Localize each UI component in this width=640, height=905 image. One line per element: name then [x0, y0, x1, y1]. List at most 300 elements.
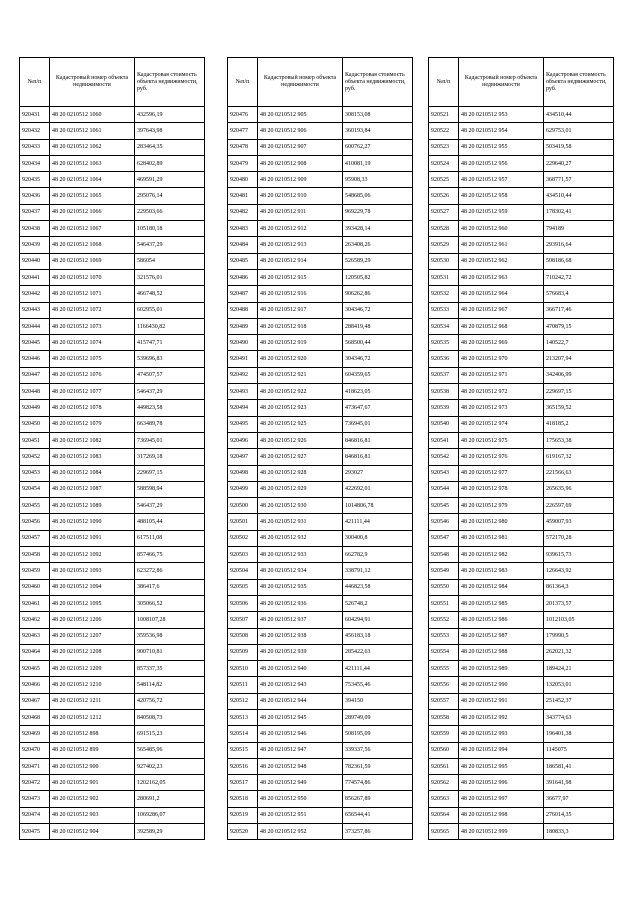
cell-row-number: 920447	[20, 367, 50, 383]
cell-cadastral-value: 213207,94	[544, 351, 614, 367]
cell-row-number: 920453	[20, 465, 50, 481]
cell-cadastral-number: 48 20 0210512 1064	[50, 172, 135, 188]
cell-cadastral-value: 432596,19	[135, 107, 205, 123]
cell-row-number: 920533	[429, 302, 459, 318]
cell-cadastral-value: 295076,14	[135, 188, 205, 204]
cell-row-number: 920504	[228, 563, 258, 579]
cell-cadastral-value: 251452,37	[544, 693, 614, 709]
cell-cadastral-number: 48 20 0210512 921	[258, 367, 343, 383]
table-row	[429, 481, 614, 497]
cell-row-number: 920484	[228, 237, 258, 253]
table-row	[228, 432, 413, 448]
cell-cadastral-value: 568500,44	[343, 335, 413, 351]
table-row	[20, 155, 205, 171]
cell-cadastral-number: 48 20 0210512 964	[459, 286, 544, 302]
cell-cadastral-value: 753455,46	[343, 677, 413, 693]
table-row	[228, 400, 413, 416]
cell-cadastral-value: 305066,52	[135, 595, 205, 611]
table-row	[20, 416, 205, 432]
cell-row-number: 920470	[20, 742, 50, 758]
cell-row-number: 920438	[20, 221, 50, 237]
cell-cadastral-value: 293916,64	[544, 237, 614, 253]
cell-cadastral-value: 393428,14	[343, 221, 413, 237]
cell-cadastral-number: 48 20 0210512 916	[258, 286, 343, 302]
cell-row-number: 920439	[20, 237, 50, 253]
cell-cadastral-number: 48 20 0210512 947	[258, 742, 343, 758]
table-row	[228, 253, 413, 269]
cell-row-number: 920481	[228, 188, 258, 204]
cell-row-number: 920465	[20, 661, 50, 677]
cell-cadastral-value: 526589,29	[343, 253, 413, 269]
cell-row-number: 920512	[228, 693, 258, 709]
cell-cadastral-number: 48 20 0210512 928	[258, 465, 343, 481]
table-row	[228, 807, 413, 823]
cell-cadastral-value: 391641,98	[544, 775, 614, 791]
table-row	[20, 335, 205, 351]
table-row	[20, 661, 205, 677]
cell-cadastral-number: 48 20 0210512 917	[258, 302, 343, 318]
cell-cadastral-number: 48 20 0210512 1071	[50, 286, 135, 302]
cell-cadastral-number: 48 20 0210512 1082	[50, 432, 135, 448]
cell-cadastral-number: 48 20 0210512 905	[258, 107, 343, 123]
cell-cadastral-number: 48 20 0210512 927	[258, 449, 343, 465]
cell-cadastral-number: 48 20 0210512 898	[50, 726, 135, 742]
table-row	[228, 335, 413, 351]
cell-cadastral-number: 48 20 0210512 1065	[50, 188, 135, 204]
table-row	[429, 742, 614, 758]
table-row	[228, 286, 413, 302]
cell-cadastral-value: 782361,59	[343, 758, 413, 774]
header-cadastral-number: Кадастровый номер объекта недвижимости	[459, 58, 544, 107]
cell-cadastral-number: 48 20 0210512 952	[258, 824, 343, 840]
cell-cadastral-value: 397643,98	[135, 123, 205, 139]
cell-cadastral-number: 48 20 0210512 956	[459, 155, 544, 171]
table-row	[429, 172, 614, 188]
table-row	[429, 449, 614, 465]
table-row	[429, 498, 614, 514]
cell-cadastral-number: 48 20 0210512 932	[258, 530, 343, 546]
cell-cadastral-number: 48 20 0210512 991	[459, 693, 544, 709]
cell-cadastral-number: 48 20 0210512 1211	[50, 693, 135, 709]
cell-cadastral-number: 48 20 0210512 1072	[50, 302, 135, 318]
table-row	[228, 221, 413, 237]
cell-row-number: 920553	[429, 628, 459, 644]
cell-row-number: 920528	[429, 221, 459, 237]
cell-row-number: 920507	[228, 612, 258, 628]
cell-cadastral-number: 48 20 0210512 995	[459, 758, 544, 774]
cell-cadastral-number: 48 20 0210512 948	[258, 758, 343, 774]
table-row	[429, 563, 614, 579]
cell-cadastral-value: 656544,41	[343, 807, 413, 823]
table-row	[20, 188, 205, 204]
table-row	[429, 530, 614, 546]
table-row	[20, 139, 205, 155]
cell-cadastral-number: 48 20 0210512 981	[459, 530, 544, 546]
cell-cadastral-number: 48 20 0210512 992	[459, 709, 544, 725]
cell-row-number: 920502	[228, 530, 258, 546]
cell-cadastral-number: 48 20 0210512 1068	[50, 237, 135, 253]
cell-cadastral-number: 48 20 0210512 984	[459, 579, 544, 595]
cell-row-number: 920529	[429, 237, 459, 253]
cell-row-number: 920469	[20, 726, 50, 742]
cell-cadastral-value: 623272,86	[135, 563, 205, 579]
cell-row-number: 920493	[228, 384, 258, 400]
cell-row-number: 920448	[20, 384, 50, 400]
cell-cadastral-value: 572170,28	[544, 530, 614, 546]
cell-cadastral-value: 422692,01	[343, 481, 413, 497]
cell-cadastral-number: 48 20 0210512 929	[258, 481, 343, 497]
cell-cadastral-value: 229697,15	[135, 465, 205, 481]
cell-cadastral-value: 546437,29	[135, 498, 205, 514]
table-row	[20, 530, 205, 546]
table-row	[429, 302, 614, 318]
table-row	[429, 335, 614, 351]
table-row	[20, 498, 205, 514]
cell-row-number: 920559	[429, 726, 459, 742]
cell-cadastral-value: 539696,83	[135, 351, 205, 367]
cell-cadastral-number: 48 20 0210512 930	[258, 498, 343, 514]
cell-cadastral-value: 342406,99	[544, 367, 614, 383]
cell-row-number: 920508	[228, 628, 258, 644]
cell-cadastral-value: 473647,67	[343, 400, 413, 416]
cell-cadastral-value: 617511,08	[135, 530, 205, 546]
cell-row-number: 920516	[228, 758, 258, 774]
table-row	[429, 416, 614, 432]
cell-cadastral-value: 629753,01	[544, 123, 614, 139]
cell-cadastral-value: 586054	[135, 253, 205, 269]
cell-cadastral-number: 48 20 0210512 902	[50, 791, 135, 807]
cell-row-number: 920501	[228, 514, 258, 530]
table-row	[228, 563, 413, 579]
cell-cadastral-value: 229503,66	[135, 204, 205, 220]
cell-cadastral-value: 338791,12	[343, 563, 413, 579]
cell-cadastral-number: 48 20 0210512 903	[50, 807, 135, 823]
cell-cadastral-number: 48 20 0210512 985	[459, 595, 544, 611]
cell-row-number: 920450	[20, 416, 50, 432]
cell-row-number: 920532	[429, 286, 459, 302]
cell-row-number: 920514	[228, 726, 258, 742]
cell-cadastral-number: 48 20 0210512 990	[459, 677, 544, 693]
cell-cadastral-value: 1145075	[544, 742, 614, 758]
table-row	[228, 155, 413, 171]
cell-row-number: 920547	[429, 530, 459, 546]
cell-cadastral-value: 178302,41	[544, 204, 614, 220]
table-row	[20, 400, 205, 416]
cell-cadastral-number: 48 20 0210512 1073	[50, 318, 135, 334]
cell-cadastral-value: 189424,21	[544, 661, 614, 677]
cell-cadastral-number: 48 20 0210512 904	[50, 824, 135, 840]
cell-row-number: 920541	[429, 432, 459, 448]
cell-cadastral-number: 48 20 0210512 988	[459, 644, 544, 660]
cell-row-number: 920460	[20, 579, 50, 595]
header-number: №п/п	[429, 58, 459, 107]
cell-cadastral-number: 48 20 0210512 934	[258, 563, 343, 579]
cell-cadastral-value: 186581,41	[544, 758, 614, 774]
cell-row-number: 920561	[429, 758, 459, 774]
cell-cadastral-number: 48 20 0210512 1083	[50, 449, 135, 465]
cell-cadastral-number: 48 20 0210512 979	[459, 498, 544, 514]
cell-cadastral-number: 48 20 0210512 1074	[50, 335, 135, 351]
cell-cadastral-value: 546437,29	[135, 384, 205, 400]
cell-row-number: 920457	[20, 530, 50, 546]
table-row	[228, 302, 413, 318]
table-row	[429, 612, 614, 628]
cell-cadastral-number: 48 20 0210512 1070	[50, 269, 135, 285]
table-row	[20, 807, 205, 823]
cell-cadastral-value: 339337,56	[343, 742, 413, 758]
cell-row-number: 920557	[429, 693, 459, 709]
cell-cadastral-value: 459007,93	[544, 514, 614, 530]
cell-cadastral-number: 48 20 0210512 986	[459, 612, 544, 628]
cell-row-number: 920562	[429, 775, 459, 791]
table-row	[228, 758, 413, 774]
table-row	[20, 693, 205, 709]
cell-row-number: 920563	[429, 791, 459, 807]
table-row	[228, 514, 413, 530]
table-body	[20, 107, 205, 840]
cell-cadastral-number: 48 20 0210512 944	[258, 693, 343, 709]
cell-cadastral-number: 48 20 0210512 920	[258, 351, 343, 367]
table-row	[20, 449, 205, 465]
cell-row-number: 920454	[20, 481, 50, 497]
cell-cadastral-value: 132053,01	[544, 677, 614, 693]
cell-cadastral-value: 565485,96	[135, 742, 205, 758]
cell-cadastral-value: 604359,65	[343, 367, 413, 383]
table-row	[20, 221, 205, 237]
cell-cadastral-number: 48 20 0210512 983	[459, 563, 544, 579]
cell-row-number: 920486	[228, 269, 258, 285]
cell-cadastral-value: 386417,6	[135, 579, 205, 595]
cell-cadastral-value: 662782,9	[343, 547, 413, 563]
cell-cadastral-number: 48 20 0210512 931	[258, 514, 343, 530]
table-row	[20, 775, 205, 791]
table-header-row	[20, 58, 205, 107]
cell-row-number: 920510	[228, 661, 258, 677]
cell-row-number: 920527	[429, 204, 459, 220]
cell-row-number: 920503	[228, 547, 258, 563]
cell-cadastral-number: 48 20 0210512 1060	[50, 107, 135, 123]
table-row	[228, 644, 413, 660]
cell-cadastral-value: 969229,78	[343, 204, 413, 220]
table-row	[429, 139, 614, 155]
cell-cadastral-value: 508186,68	[544, 253, 614, 269]
cell-cadastral-value: 434510,44	[544, 107, 614, 123]
cell-cadastral-value: 456183,18	[343, 628, 413, 644]
cell-cadastral-value: 126643,92	[544, 563, 614, 579]
cell-cadastral-number: 48 20 0210512 976	[459, 449, 544, 465]
cell-cadastral-number: 48 20 0210512 987	[459, 628, 544, 644]
cell-cadastral-number: 48 20 0210512 912	[258, 221, 343, 237]
table-body	[228, 107, 413, 840]
cell-cadastral-value: 293027	[343, 465, 413, 481]
cell-cadastral-number: 48 20 0210512 1092	[50, 547, 135, 563]
cell-cadastral-number: 48 20 0210512 960	[459, 221, 544, 237]
cell-cadastral-number: 48 20 0210512 1062	[50, 139, 135, 155]
cell-row-number: 920432	[20, 123, 50, 139]
cell-row-number: 920488	[228, 302, 258, 318]
cell-row-number: 920548	[429, 547, 459, 563]
cell-row-number: 920492	[228, 367, 258, 383]
cell-cadastral-number: 48 20 0210512 913	[258, 237, 343, 253]
table-row	[429, 791, 614, 807]
table-row	[429, 709, 614, 725]
cell-cadastral-value: 221566,63	[544, 465, 614, 481]
cell-cadastral-value: 394150	[343, 693, 413, 709]
cell-cadastral-number: 48 20 0210512 939	[258, 644, 343, 660]
cell-cadastral-value: 360193,84	[343, 123, 413, 139]
table-body	[429, 107, 614, 840]
table-row	[20, 824, 205, 840]
cell-cadastral-value: 179990,5	[544, 628, 614, 644]
cell-cadastral-number: 48 20 0210512 994	[459, 742, 544, 758]
cell-cadastral-number: 48 20 0210512 950	[258, 791, 343, 807]
table-row	[20, 253, 205, 269]
cell-cadastral-number: 48 20 0210512 998	[459, 807, 544, 823]
cell-row-number: 920531	[429, 269, 459, 285]
cell-row-number: 920440	[20, 253, 50, 269]
table-row	[429, 775, 614, 791]
cell-row-number: 920471	[20, 758, 50, 774]
cell-cadastral-value: 201373,57	[544, 595, 614, 611]
cell-row-number: 920513	[228, 709, 258, 725]
cell-cadastral-value: 36677,97	[544, 791, 614, 807]
cell-row-number: 920564	[429, 807, 459, 823]
cell-cadastral-number: 48 20 0210512 953	[459, 107, 544, 123]
table-row	[228, 416, 413, 432]
cell-cadastral-number: 48 20 0210512 973	[459, 400, 544, 416]
table-row	[228, 204, 413, 220]
cell-cadastral-number: 48 20 0210512 911	[258, 204, 343, 220]
cell-row-number: 920555	[429, 661, 459, 677]
cell-cadastral-number: 48 20 0210512 937	[258, 612, 343, 628]
cell-cadastral-number: 48 20 0210512 900	[50, 758, 135, 774]
cell-row-number: 920517	[228, 775, 258, 791]
table-row	[20, 286, 205, 302]
cell-cadastral-value: 410081,19	[343, 155, 413, 171]
cell-cadastral-number: 48 20 0210512 951	[258, 807, 343, 823]
table-row	[228, 465, 413, 481]
cell-row-number: 920556	[429, 677, 459, 693]
cell-cadastral-number: 48 20 0210512 925	[258, 416, 343, 432]
cell-cadastral-value: 280691,2	[135, 791, 205, 807]
cell-row-number: 920462	[20, 612, 50, 628]
cell-row-number: 920431	[20, 107, 50, 123]
cell-cadastral-number: 48 20 0210512 1206	[50, 612, 135, 628]
cell-cadastral-value: 691515,23	[135, 726, 205, 742]
cell-cadastral-value: 939615,73	[544, 547, 614, 563]
cell-cadastral-value: 120505,82	[343, 269, 413, 285]
cell-cadastral-number: 48 20 0210512 978	[459, 481, 544, 497]
cell-cadastral-number: 48 20 0210512 908	[258, 155, 343, 171]
cell-cadastral-number: 48 20 0210512 1079	[50, 416, 135, 432]
cell-cadastral-value: 861364,3	[544, 579, 614, 595]
cell-cadastral-value: 365159,52	[544, 400, 614, 416]
table-row	[429, 286, 614, 302]
cell-cadastral-number: 48 20 0210512 975	[459, 432, 544, 448]
table-row	[20, 432, 205, 448]
table-row	[20, 547, 205, 563]
table-row	[20, 628, 205, 644]
cell-row-number: 920458	[20, 547, 50, 563]
table-row	[228, 791, 413, 807]
table-row	[429, 514, 614, 530]
table-row	[20, 384, 205, 400]
cell-cadastral-number: 48 20 0210512 1066	[50, 204, 135, 220]
cell-cadastral-value: 503419,58	[544, 139, 614, 155]
cell-row-number: 920521	[429, 107, 459, 123]
cell-cadastral-number: 48 20 0210512 1078	[50, 400, 135, 416]
cell-row-number: 920500	[228, 498, 258, 514]
cell-cadastral-value: 449823,58	[135, 400, 205, 416]
table-row	[20, 579, 205, 595]
cell-cadastral-value: 263408,26	[343, 237, 413, 253]
table-row	[429, 579, 614, 595]
table-header-row	[228, 58, 413, 107]
cell-row-number: 920443	[20, 302, 50, 318]
cell-cadastral-number: 48 20 0210512 923	[258, 400, 343, 416]
cell-row-number: 920509	[228, 644, 258, 660]
cell-cadastral-number: 48 20 0210512 993	[459, 726, 544, 742]
table-row	[20, 204, 205, 220]
cell-cadastral-value: 285422,63	[343, 644, 413, 660]
cell-row-number: 920477	[228, 123, 258, 139]
cell-cadastral-number: 48 20 0210512 926	[258, 432, 343, 448]
cell-row-number: 920534	[429, 318, 459, 334]
cell-row-number: 920524	[429, 155, 459, 171]
cell-cadastral-value: 420756,72	[135, 693, 205, 709]
cell-cadastral-number: 48 20 0210512 997	[459, 791, 544, 807]
table-row	[429, 400, 614, 416]
cell-row-number: 920468	[20, 709, 50, 725]
cell-row-number: 920435	[20, 172, 50, 188]
cell-cadastral-number: 48 20 0210512 945	[258, 709, 343, 725]
table-row	[228, 709, 413, 725]
cell-cadastral-value: 446823,58	[343, 579, 413, 595]
cell-cadastral-number: 48 20 0210512 1095	[50, 595, 135, 611]
cell-cadastral-value: 288419,48	[343, 318, 413, 334]
table-row	[228, 449, 413, 465]
cell-cadastral-number: 48 20 0210512 1077	[50, 384, 135, 400]
cell-cadastral-number: 48 20 0210512 1089	[50, 498, 135, 514]
cell-cadastral-value: 1012103,05	[544, 612, 614, 628]
cell-cadastral-value: 474507,57	[135, 367, 205, 383]
cell-cadastral-number: 48 20 0210512 999	[459, 824, 544, 840]
table-row	[228, 318, 413, 334]
table-row	[429, 628, 614, 644]
cell-row-number: 920449	[20, 400, 50, 416]
cell-row-number: 920536	[429, 351, 459, 367]
cell-cadastral-number: 48 20 0210512 961	[459, 237, 544, 253]
cell-cadastral-value: 469591,29	[135, 172, 205, 188]
cell-cadastral-value: 366717,46	[544, 302, 614, 318]
cell-cadastral-number: 48 20 0210512 936	[258, 595, 343, 611]
table-row	[20, 172, 205, 188]
table-row	[228, 237, 413, 253]
table-row	[429, 384, 614, 400]
table-row	[20, 563, 205, 579]
cell-cadastral-value: 434510,44	[544, 188, 614, 204]
cell-row-number: 920452	[20, 449, 50, 465]
table-row	[20, 758, 205, 774]
cell-cadastral-value: 415747,71	[135, 335, 205, 351]
header-cadastral-value: Кадастровая стоимость объекта недвижимости, руб.	[135, 58, 205, 107]
cell-row-number: 920545	[429, 498, 459, 514]
table-row	[228, 530, 413, 546]
cell-row-number: 920436	[20, 188, 50, 204]
cell-row-number: 920495	[228, 416, 258, 432]
cell-cadastral-value: 927402,23	[135, 758, 205, 774]
cell-cadastral-number: 48 20 0210512 909	[258, 172, 343, 188]
